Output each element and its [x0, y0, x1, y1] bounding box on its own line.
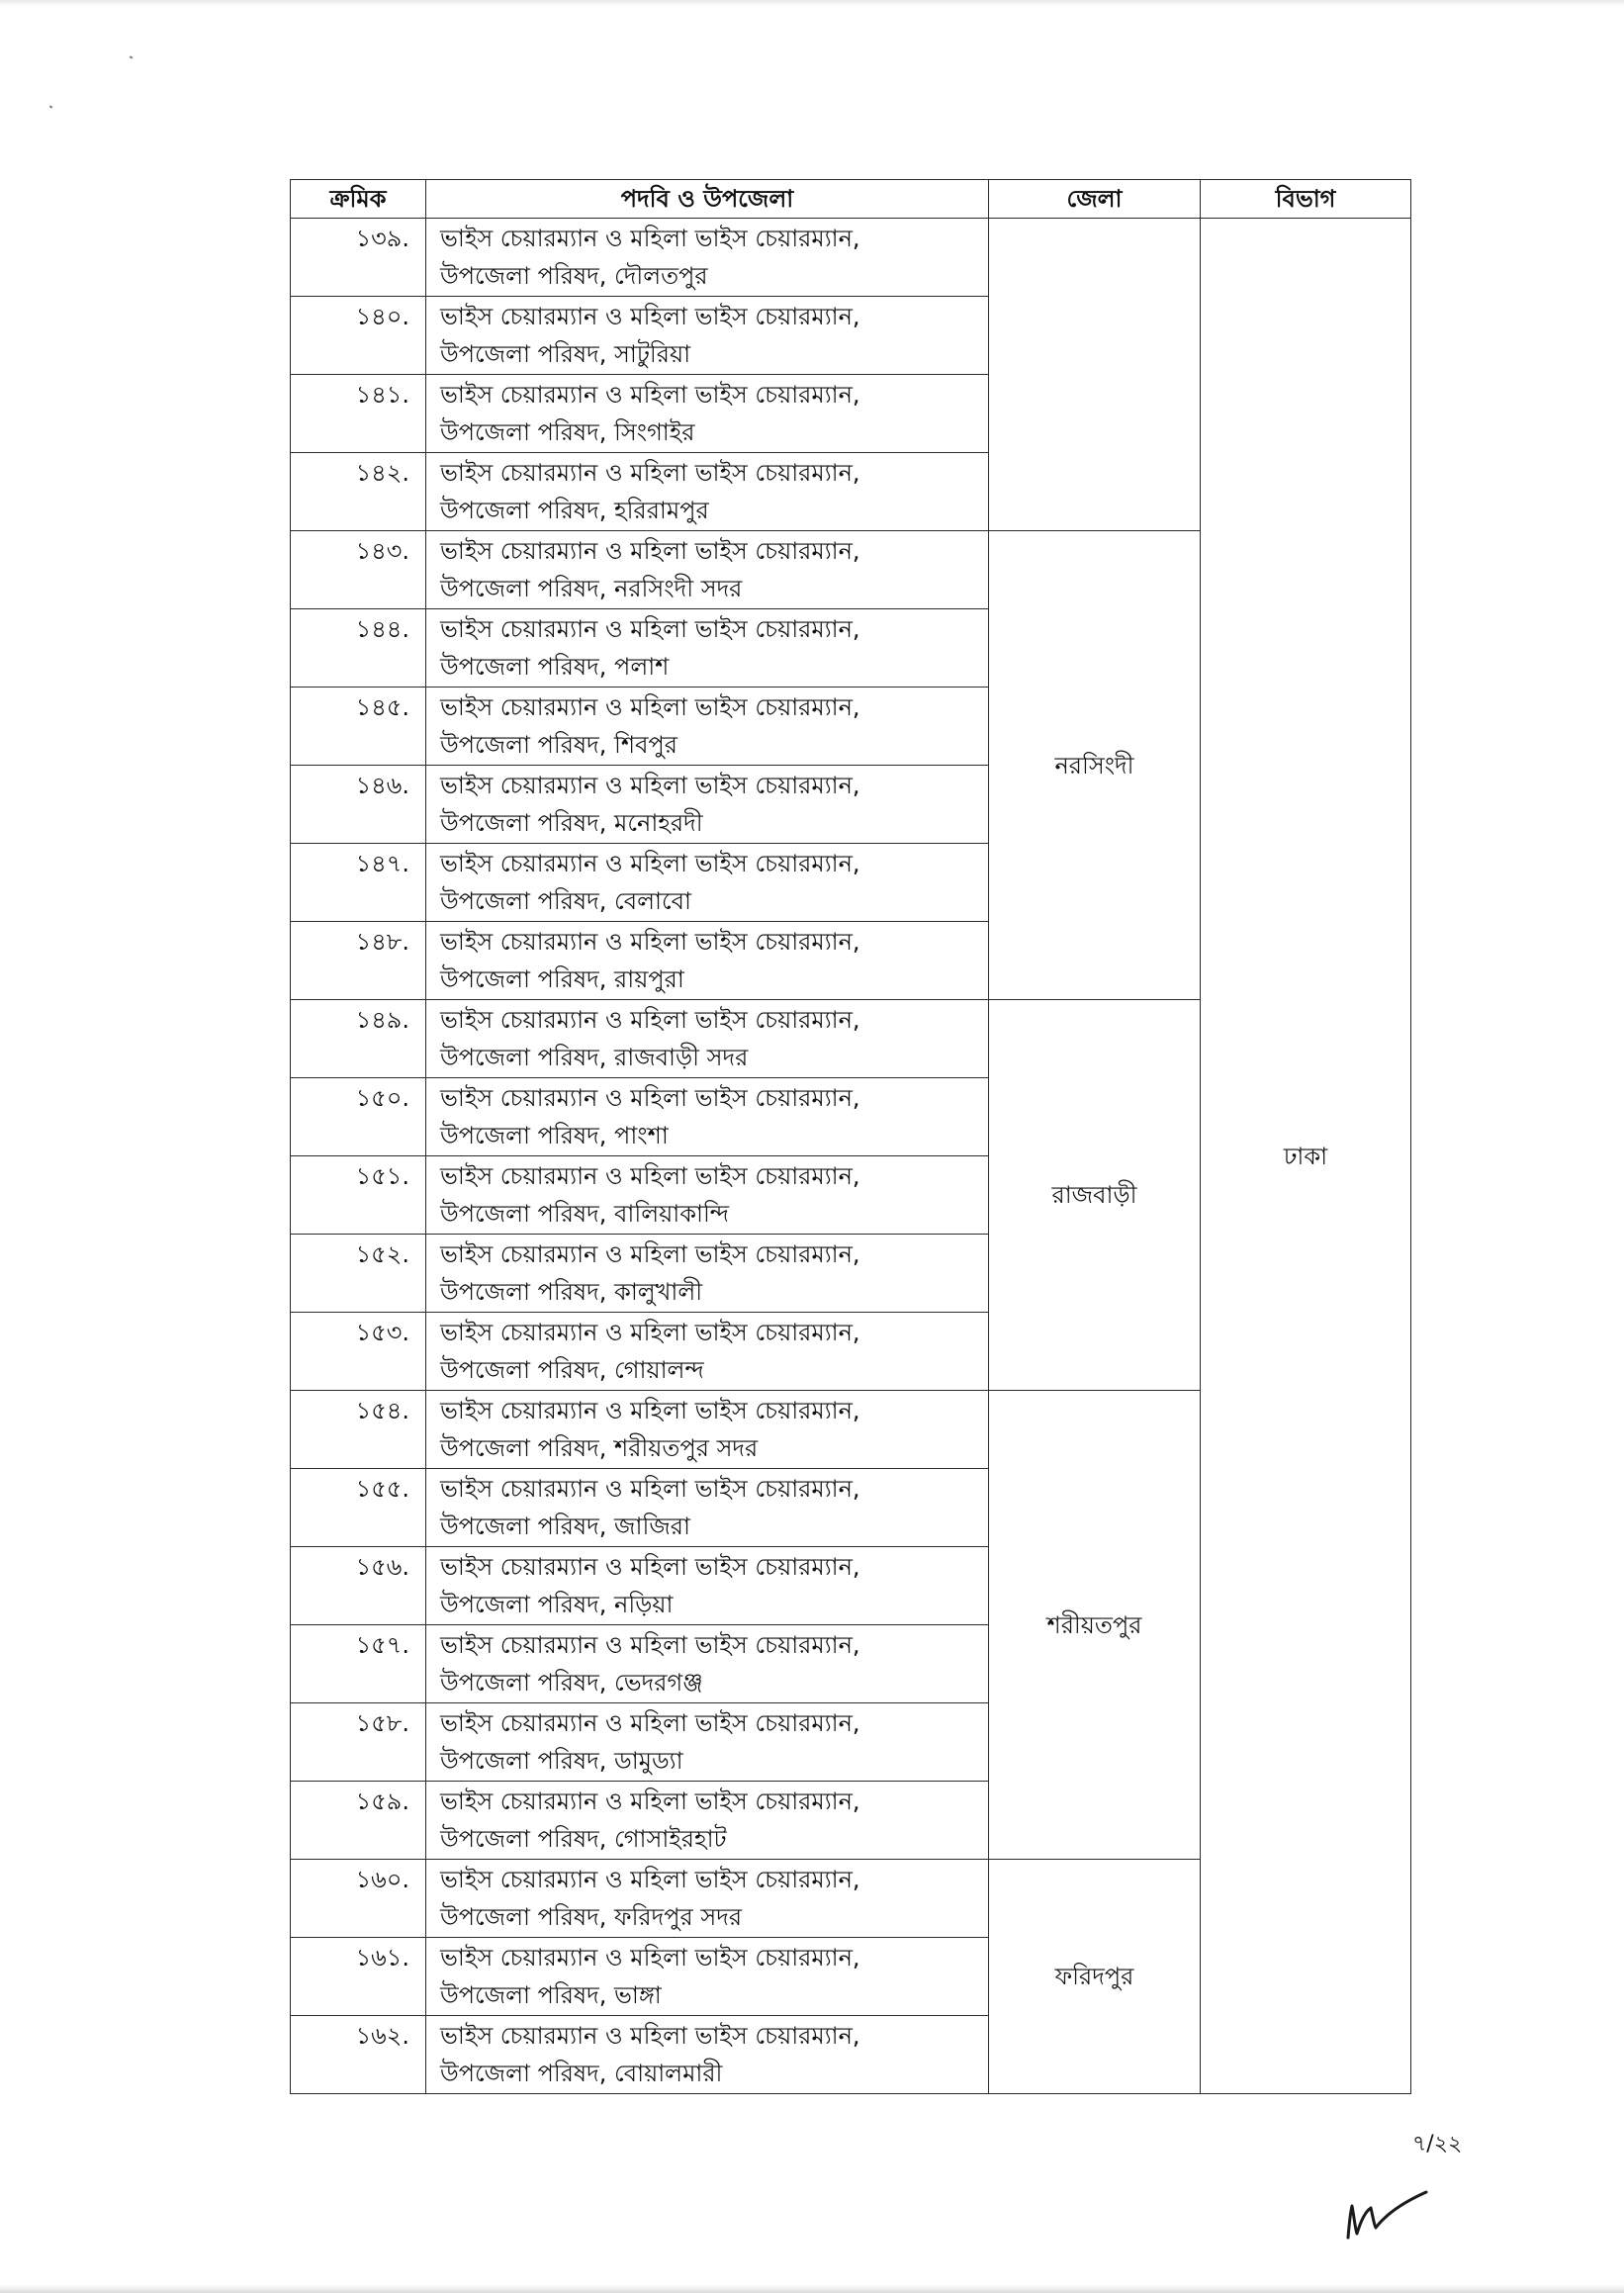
signature	[1335, 2176, 1434, 2246]
district-cell: রাজবাড়ী	[989, 1000, 1201, 1391]
post-title: ভাইস চেয়ারম্যান ও মহিলা ভাইস চেয়ারম্যান,	[440, 1397, 860, 1424]
row-post	[426, 1000, 989, 1078]
upazila-name: উপজেলা পরিষদ, শিবপুর	[440, 731, 677, 759]
post-title: ভাইস চেয়ারম্যান ও মহিলা ভাইস চেয়ারম্যান,	[440, 2022, 860, 2050]
header-district: জেলা	[989, 180, 1201, 219]
post-title: ভাইস চেয়ারম্যান ও মহিলা ভাইস চেয়ারম্যান,	[440, 1006, 860, 1034]
row-post	[426, 453, 989, 531]
row-serial: ১৪৮.	[291, 922, 426, 1000]
upazila-name: উপজেলা পরিষদ, জাজিরা	[440, 1513, 690, 1540]
upazila-name: উপজেলা পরিষদ, কালুখালী	[440, 1278, 703, 1306]
upazila-name: উপজেলা পরিষদ, রায়পুরা	[440, 965, 684, 993]
post-title: ভাইস চেয়ারম্যান ও মহিলা ভাইস চেয়ারম্যান,	[440, 1319, 860, 1346]
post-title: ভাইস চেয়ারম্যান ও মহিলা ভাইস চেয়ারম্যান,	[440, 850, 860, 877]
upazila-name: উপজেলা পরিষদ, বোয়ালমারী	[440, 2060, 723, 2087]
row-serial: ১৪০.	[291, 297, 426, 375]
row-serial: ১৪৪.	[291, 609, 426, 688]
upazila-name: উপজেলা পরিষদ, সিংগাইর	[440, 418, 695, 446]
row-serial: ১৪৬.	[291, 766, 426, 844]
table-header	[291, 180, 1411, 219]
header-division: বিভাগ	[1201, 180, 1411, 219]
post-title: ভাইস চেয়ারম্যান ও মহিলা ভাইস চেয়ারম্যান,	[440, 225, 860, 252]
row-serial: ১৪৭.	[291, 844, 426, 922]
upazila-name: উপজেলা পরিষদ, মনোহরদী	[440, 809, 703, 837]
table-body	[291, 219, 1411, 2094]
upazila-name: উপজেলা পরিষদ, ডামুড্যা	[440, 1747, 683, 1775]
post-title: ভাইস চেয়ারম্যান ও মহিলা ভাইস চেয়ারম্যান,	[440, 1240, 860, 1268]
row-serial: ১৪১.	[291, 375, 426, 453]
row-post	[426, 1547, 989, 1625]
post-title: ভাইস চেয়ারম্যান ও মহিলা ভাইস চেয়ারম্যান,	[440, 1553, 860, 1581]
post-title: ভাইস চেয়ারম্যান ও মহিলা ভাইস চেয়ারম্যান,	[440, 1866, 860, 1893]
upazila-name: উপজেলা পরিষদ, ভাঙ্গা	[440, 1981, 662, 2009]
row-post	[426, 531, 989, 609]
row-serial: ১৫২.	[291, 1235, 426, 1313]
row-post	[426, 2016, 989, 2094]
row-post	[426, 922, 989, 1000]
district-cell: শরীয়তপুর	[989, 1391, 1201, 1860]
row-serial: ১৫৫.	[291, 1469, 426, 1547]
upazila-table	[290, 179, 1411, 2094]
row-serial: ১৬২.	[291, 2016, 426, 2094]
row-serial: ১৪৫.	[291, 688, 426, 766]
page-number: ৭/২২	[1412, 2132, 1463, 2156]
row-post	[426, 1235, 989, 1313]
row-serial: ১৬১.	[291, 1938, 426, 2016]
row-post	[426, 1782, 989, 1860]
post-title: ভাইস চেয়ারম্যান ও মহিলা ভাইস চেয়ারম্যান,	[440, 1631, 860, 1659]
row-post	[426, 609, 989, 688]
post-title: ভাইস চেয়ারম্যান ও মহিলা ভাইস চেয়ারম্যান,	[440, 772, 860, 799]
upazila-name: উপজেলা পরিষদ, দৌলতপুর	[440, 262, 708, 290]
row-post	[426, 1313, 989, 1391]
district-cell: ফরিদপুর	[989, 1860, 1201, 2094]
district-cell	[989, 219, 1201, 531]
upazila-name: উপজেলা পরিষদ, নরসিংদী সদর	[440, 575, 743, 602]
post-title: ভাইস চেয়ারম্যান ও মহিলা ভাইস চেয়ারম্যান,	[440, 1788, 860, 1815]
row-serial: ১৫৮.	[291, 1703, 426, 1782]
row-post	[426, 766, 989, 844]
scan-speck	[130, 55, 134, 58]
row-post	[426, 844, 989, 922]
upazila-name: উপজেলা পরিষদ, সাটুরিয়া	[440, 340, 691, 368]
row-serial: ১৪২.	[291, 453, 426, 531]
post-title: ভাইস চেয়ারম্যান ও মহিলা ভাইস চেয়ারম্যান,	[440, 928, 860, 956]
post-title: ভাইস চেয়ারম্যান ও মহিলা ভাইস চেয়ারম্যান,	[440, 615, 860, 643]
scan-speck	[49, 105, 53, 108]
row-serial: ১৫৯.	[291, 1782, 426, 1860]
upazila-name: উপজেলা পরিষদ, গোসাইরহাট	[440, 1825, 727, 1853]
scan-edge-top	[0, 0, 1624, 6]
row-serial: ১৪৩.	[291, 531, 426, 609]
row-serial: ১৫৩.	[291, 1313, 426, 1391]
upazila-name: উপজেলা পরিষদ, রাজবাড়ী সদর	[440, 1044, 749, 1071]
header-post: পদবি ও উপজেলা	[426, 180, 989, 219]
row-post	[426, 1860, 989, 1938]
row-post	[426, 688, 989, 766]
table-row	[291, 219, 1411, 297]
row-serial: ১৩৯.	[291, 219, 426, 297]
row-serial: ১৪৯.	[291, 1000, 426, 1078]
post-title: ভাইস চেয়ারম্যান ও মহিলা ভাইস চেয়ারম্যান,	[440, 303, 860, 330]
row-post	[426, 375, 989, 453]
division-cell: ঢাকা	[1201, 219, 1411, 2094]
header-serial: ক্রমিক	[291, 180, 426, 219]
row-serial: ১৫৬.	[291, 1547, 426, 1625]
post-title: ভাইস চেয়ারম্যান ও মহিলা ভাইস চেয়ারম্যান,	[440, 537, 860, 565]
post-title: ভাইস চেয়ারম্যান ও মহিলা ভাইস চেয়ারম্যান,	[440, 1944, 860, 1972]
post-title: ভাইস চেয়ারম্যান ও মহিলা ভাইস চেয়ারম্যান,	[440, 1475, 860, 1503]
row-post	[426, 1469, 989, 1547]
post-title: ভাইস চেয়ারম্যান ও মহিলা ভাইস চেয়ারম্যান,	[440, 381, 860, 409]
row-post	[426, 1078, 989, 1156]
post-title: ভাইস চেয়ারম্যান ও মহিলা ভাইস চেয়ারম্যান,	[440, 1162, 860, 1190]
row-post	[426, 219, 989, 297]
upazila-name: উপজেলা পরিষদ, বেলাবো	[440, 887, 691, 915]
row-post	[426, 1156, 989, 1235]
upazila-name: উপজেলা পরিষদ, হরিরামপুর	[440, 497, 709, 524]
scan-edge-bottom	[0, 2285, 1624, 2293]
row-serial: ১৫৭.	[291, 1625, 426, 1703]
district-cell: নরসিংদী	[989, 531, 1201, 1000]
row-post	[426, 1703, 989, 1782]
upazila-name: উপজেলা পরিষদ, গোয়ালন্দ	[440, 1356, 704, 1384]
row-post	[426, 297, 989, 375]
post-title: ভাইস চেয়ারম্যান ও মহিলা ভাইস চেয়ারম্যান,	[440, 693, 860, 721]
upazila-name: উপজেলা পরিষদ, ভেদরগঞ্জ	[440, 1669, 703, 1697]
upazila-name: উপজেলা পরিষদ, বালিয়াকান্দি	[440, 1200, 730, 1228]
upazila-name: উপজেলা পরিষদ, ফরিদপুর সদর	[440, 1903, 743, 1931]
post-title: ভাইস চেয়ারম্যান ও মহিলা ভাইস চেয়ারম্যান,	[440, 459, 860, 487]
post-title: ভাইস চেয়ারম্যান ও মহিলা ভাইস চেয়ারম্যান,	[440, 1709, 860, 1737]
upazila-name: উপজেলা পরিষদ, পলাশ	[440, 653, 670, 681]
row-serial: ১৫০.	[291, 1078, 426, 1156]
upazila-name: উপজেলা পরিষদ, শরীয়তপুর সদর	[440, 1434, 759, 1462]
row-serial: ১৫৪.	[291, 1391, 426, 1469]
post-title: ভাইস চেয়ারম্যান ও মহিলা ভাইস চেয়ারম্যান,	[440, 1084, 860, 1112]
upazila-name: উপজেলা পরিষদ, পাংশা	[440, 1122, 669, 1149]
upazila-name: উপজেলা পরিষদ, নড়িয়া	[440, 1591, 674, 1618]
row-serial: ১৫১.	[291, 1156, 426, 1235]
row-post	[426, 1391, 989, 1469]
row-serial: ১৬০.	[291, 1860, 426, 1938]
row-post	[426, 1938, 989, 2016]
row-post	[426, 1625, 989, 1703]
